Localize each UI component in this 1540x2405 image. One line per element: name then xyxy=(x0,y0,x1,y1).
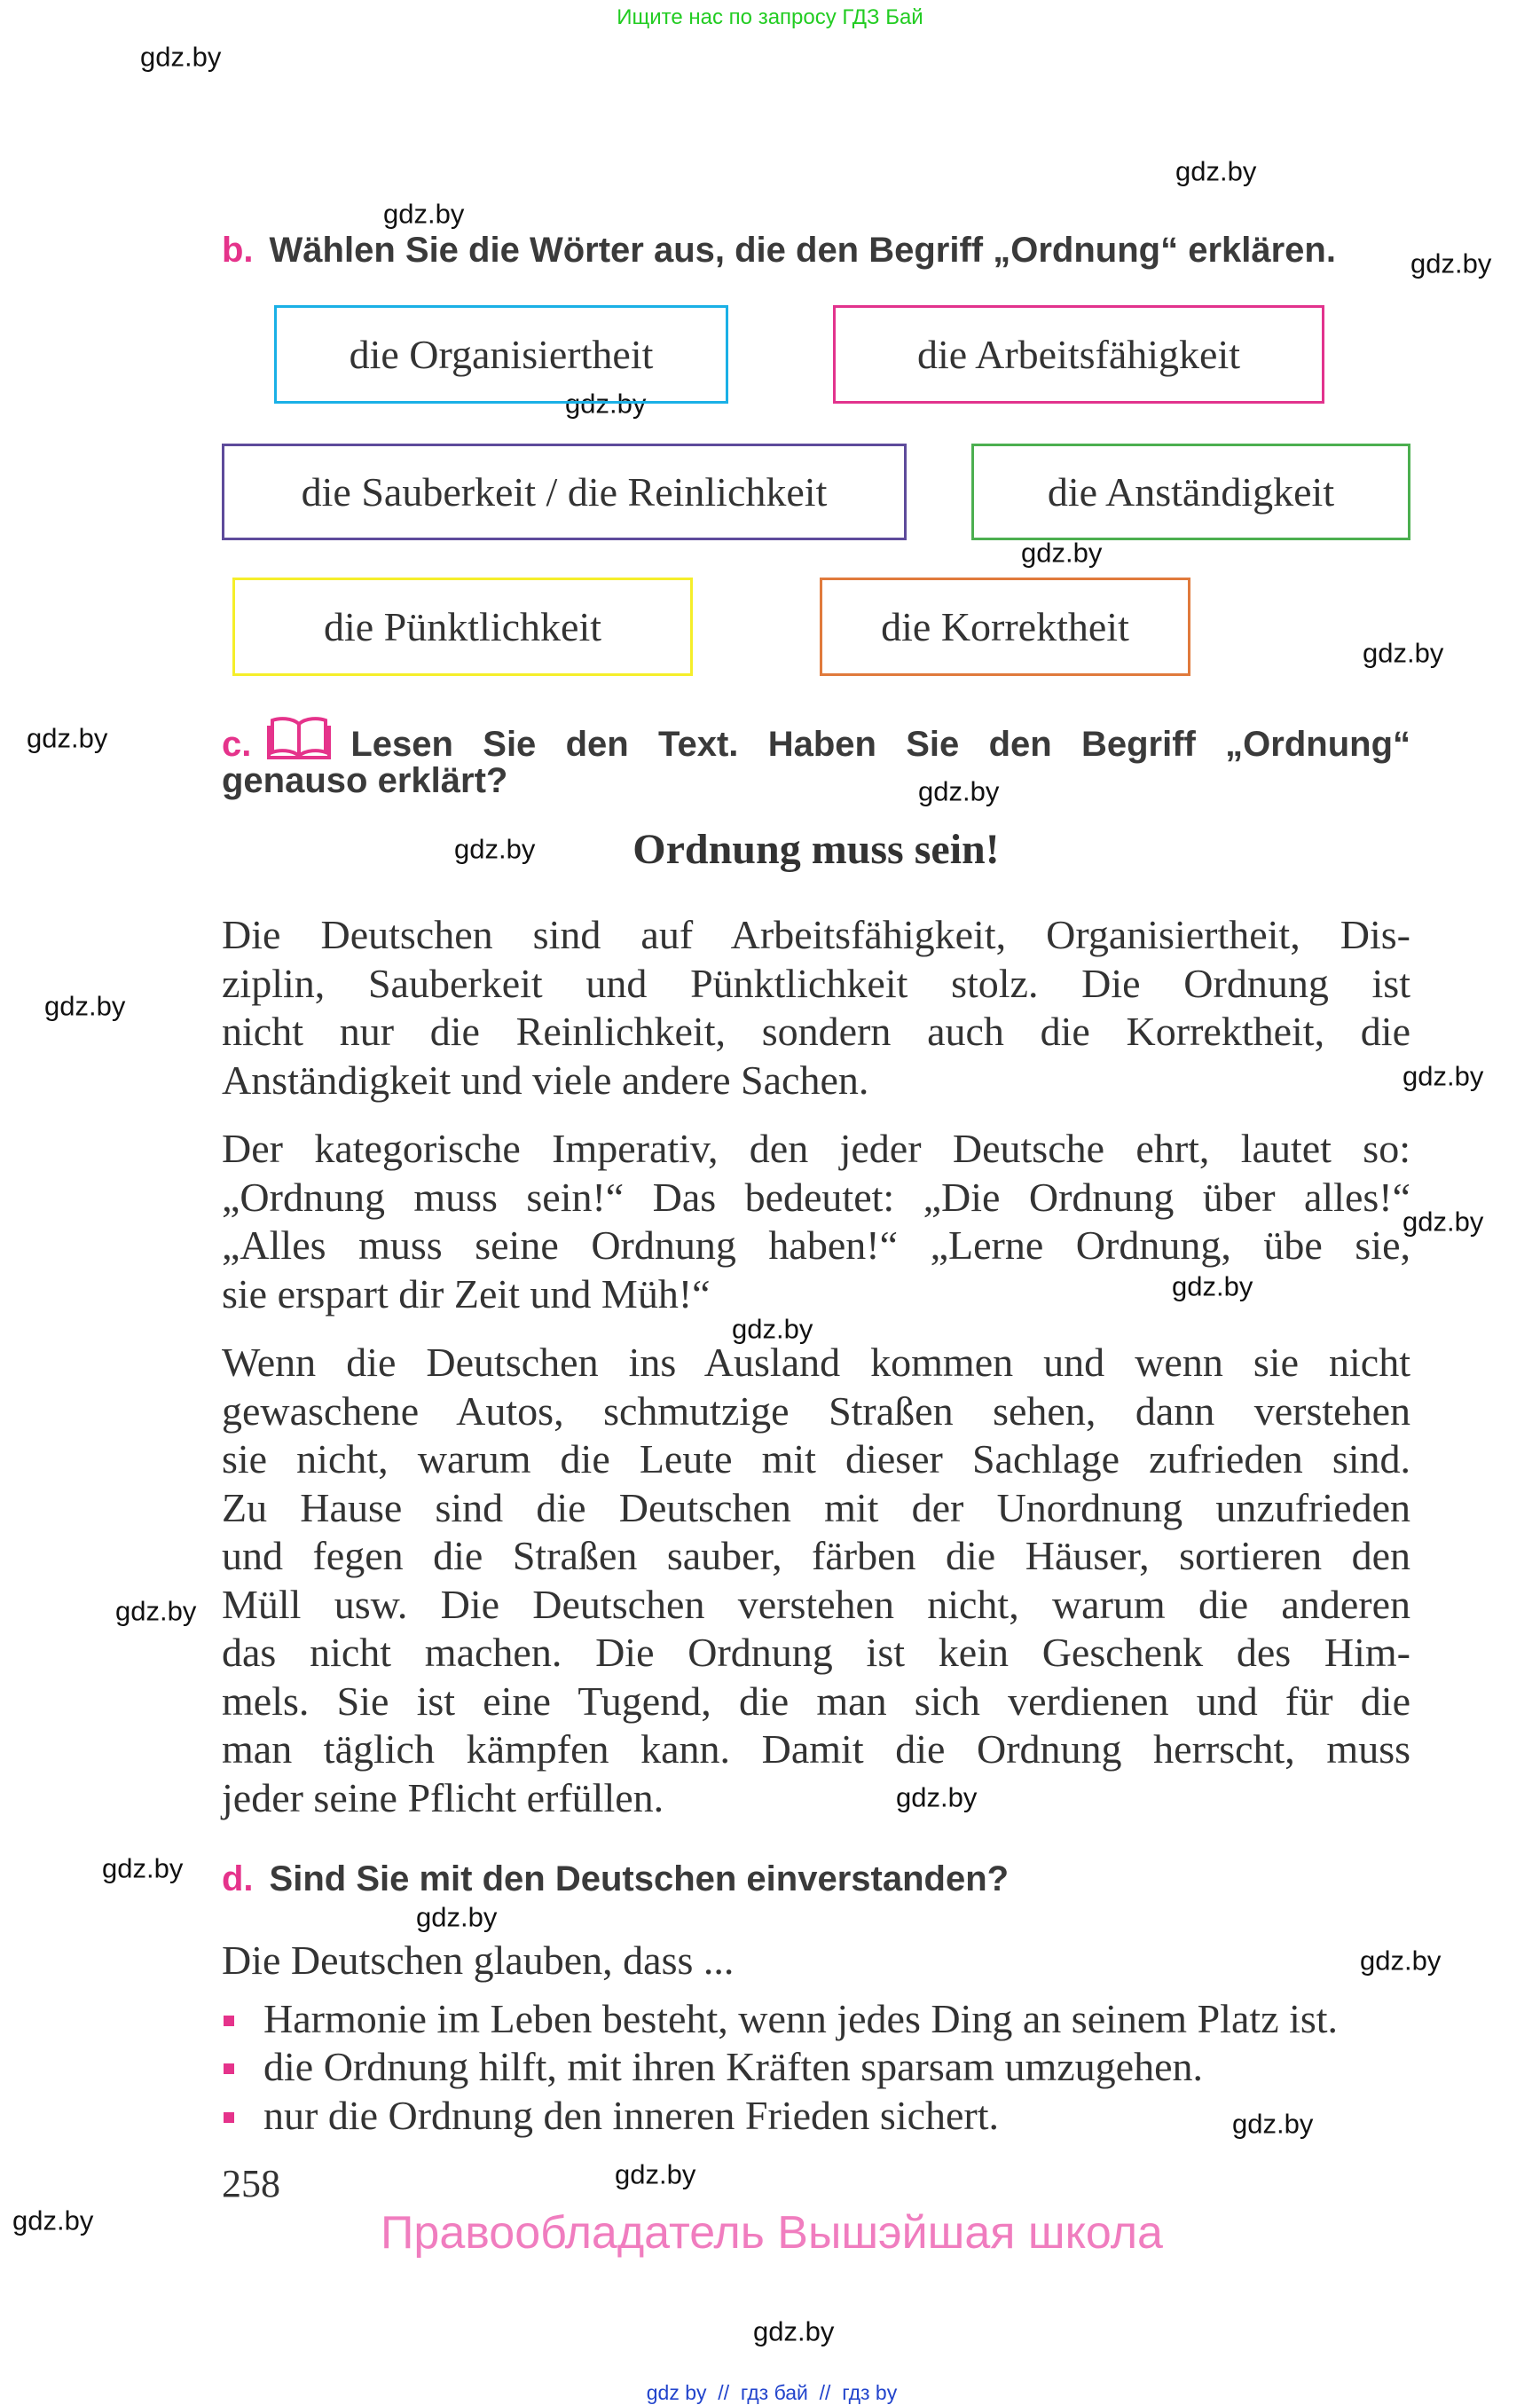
text-line: das nicht machen. Die Ordnung ist kein Geschenk des Him- xyxy=(222,1630,1410,1675)
text-line: Die Deutschen sind auf Arbeitsfähigkeit, Organisiertheit, Dis- xyxy=(222,912,1410,957)
watermark: gdz.by xyxy=(454,833,536,865)
book-icon xyxy=(267,715,331,761)
task-c-heading xyxy=(222,715,1410,801)
word-box[interactable]: die Sauberkeit / die Reinlichkeit xyxy=(222,444,907,540)
watermark: gdz.by xyxy=(1021,537,1103,569)
watermark: gdz.by xyxy=(44,990,126,1022)
word-box[interactable]: die Arbeitsfähigkeit xyxy=(833,305,1324,404)
watermark: gdz.by xyxy=(896,1781,978,1813)
task-letter: d. xyxy=(222,1859,254,1898)
task-text: Sind Sie mit den Deutschen einverstanden? xyxy=(269,1859,1010,1898)
text-line: Anständigkeit und viele andere Sachen. xyxy=(222,1057,869,1103)
watermark: gdz.by xyxy=(1172,1270,1253,1302)
text-line: man täglich kämpfen kann. Damit die Ordnung herrscht, muss xyxy=(222,1726,1410,1772)
watermark: gdz.by xyxy=(27,722,108,754)
paragraph-1 xyxy=(222,911,1410,1104)
watermark: gdz.by xyxy=(753,2315,835,2347)
bullet-icon xyxy=(224,2112,234,2123)
watermark: gdz.by xyxy=(1232,2108,1314,2140)
page-number: 258 xyxy=(222,2162,280,2205)
task-text: genauso erklärt? xyxy=(222,761,508,800)
watermark: gdz.by xyxy=(1360,1945,1442,1977)
task-text: Wählen Sie die Wörter aus, die den Begriff „Ordnung“ erklären. xyxy=(269,231,1336,270)
paragraph-3 xyxy=(222,1339,1410,1822)
watermark: gdz.by xyxy=(565,388,647,420)
d-intro: Die Deutschen glauben, dass ... xyxy=(222,1937,735,1983)
text-line: Wenn die Deutschen ins Ausland kommen und wenn sie nicht xyxy=(222,1340,1410,1385)
bullet-icon xyxy=(224,2016,234,2026)
text-line: ziplin, Sauberkeit und Pünktlichkeit stolz. Die Ordnung ist xyxy=(222,960,1410,1006)
text-line: „Ordnung muss sein!“ Das bedeutet: „Die Ordnung über alles!“ xyxy=(222,1174,1410,1220)
task-text: Lesen Sie den Text. Haben Sie den Begriff „Ordnung“ xyxy=(350,725,1410,764)
text-title: Ordnung muss sein! xyxy=(632,826,1000,873)
text-line: gewaschene Autos, schmutzige Straßen sehen, dann verstehen xyxy=(222,1387,1410,1434)
text-line: Der kategorische Imperativ, den jeder Deutsche ehrt, lautet so: xyxy=(222,1126,1410,1171)
text-line: und fegen die Straßen sauber, färben die Häuser, sortieren den xyxy=(222,1533,1410,1578)
watermark: gdz.by xyxy=(918,775,1000,807)
paragraph-2 xyxy=(222,1125,1410,1318)
word-box[interactable]: die Anständigkeit xyxy=(971,444,1410,540)
bullet-icon xyxy=(224,2063,234,2074)
text-line: sie nicht, warum die Leute mit dieser Sachlage zufrieden sind. xyxy=(222,1436,1410,1482)
text-line: sie erspart dir Zeit und Müh!“ xyxy=(222,1270,711,1316)
word-box[interactable]: die Pünktlichkeit xyxy=(232,578,693,676)
watermark: gdz.by xyxy=(416,1901,498,1933)
task-d-heading xyxy=(222,1859,1009,1899)
text-line: nicht nur die Reinlichkeit, sondern auch die Korrektheit, die xyxy=(222,1009,1410,1054)
watermark: gdz.by xyxy=(102,1852,184,1884)
copyright-notice: Правообладатель Вышэйшая школа xyxy=(381,2207,1163,2259)
text-line: mels. Sie ist eine Tugend, die man sich verdienen und für die xyxy=(222,1678,1410,1724)
footer-link[interactable]: gdz by // гдз бай // гдз by xyxy=(646,2381,898,2404)
watermark: gdz.by xyxy=(1402,1206,1484,1238)
task-letter: b. xyxy=(222,231,254,270)
watermark: gdz.by xyxy=(615,2158,696,2190)
word-box[interactable]: die Korrektheit xyxy=(820,578,1190,676)
watermark: gdz.by xyxy=(140,41,222,73)
watermark: gdz.by xyxy=(383,198,465,230)
list-item: die Ordnung hilft, mit ihren Kräften sparsam umzugehen. xyxy=(263,2044,1203,2089)
word-box[interactable]: die Organisiertheit xyxy=(274,305,728,404)
list-item: Harmonie im Leben besteht, wenn jedes Ding an seinem Platz ist. xyxy=(263,1996,1339,2041)
watermark: gdz.by xyxy=(115,1595,197,1627)
text-line: jeder seine Pflicht erfüllen. xyxy=(222,1774,664,1820)
watermark: gdz.by xyxy=(12,2205,94,2236)
task-b-heading xyxy=(222,231,1336,271)
text-line: Müll usw. Die Deutschen verstehen nicht, warum die anderen xyxy=(222,1581,1410,1627)
text-line: Zu Hause sind die Deutschen mit der Unordnung unzufrieden xyxy=(222,1484,1410,1530)
watermark: gdz.by xyxy=(1175,155,1257,187)
watermark: gdz.by xyxy=(1410,248,1492,279)
text-line: „Alles muss seine Ordnung haben!“ „Lerne Ordnung, übe sie, xyxy=(222,1222,1410,1268)
search-hint: Ищите нас по запросу ГДЗ Бай xyxy=(617,5,923,29)
list-item: nur die Ordnung den inneren Frieden sichert. xyxy=(263,2093,1000,2138)
task-letter: c. xyxy=(222,725,252,764)
watermark: gdz.by xyxy=(1402,1060,1484,1092)
watermark: gdz.by xyxy=(732,1313,813,1345)
watermark: gdz.by xyxy=(1363,637,1444,669)
